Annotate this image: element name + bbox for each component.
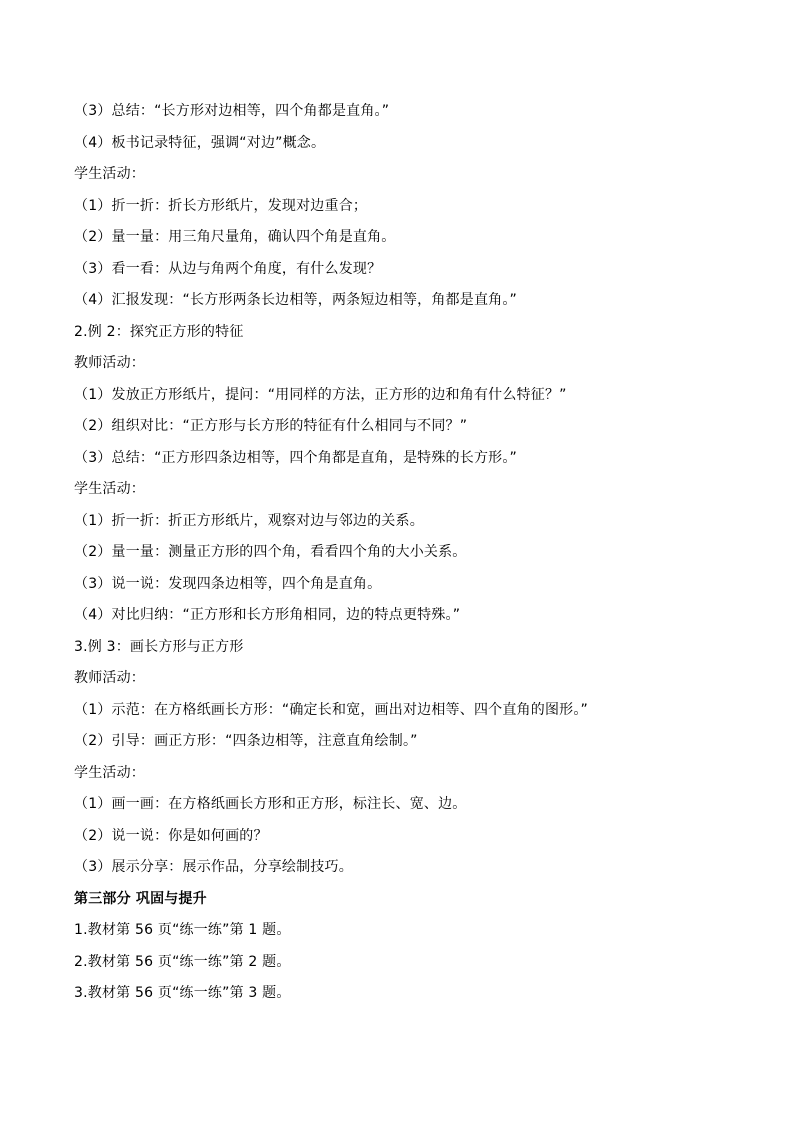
text-line: 学生活动： (74, 764, 145, 781)
text-line: （2）说一说：你是如何画的？ (74, 827, 268, 844)
text-line: 3.例 3：画长方形与正方形 (74, 638, 244, 655)
text-line: （3）展示分享：展示作品，分享绘制技巧。 (74, 859, 353, 875)
text-line: （4）汇报发现：“长方形两条长边相等，两条短边相等，角都是直角。” (74, 292, 518, 308)
text-line: 2.例 2：探究正方形的特征 (74, 323, 244, 340)
text-line: （3）总结：“长方形对边相等，四个角都是直角。” (74, 103, 390, 119)
text-line: （1）发放正方形纸片，提问：“用同样的方法，正方形的边和角有什么特征？” (74, 386, 567, 403)
text-line: （2）量一量：测量正方形的四个角，看看四个角的大小关系。 (74, 544, 467, 560)
text-line: 学生活动： (74, 481, 145, 497)
text-line: 教师活动： (74, 670, 145, 686)
text-line: 学生活动： (74, 166, 145, 182)
text-line: （3）总结：“正方形四条边相等，四个角都是直角，是特殊的长方形。” (74, 449, 518, 466)
text-line: （1）折一折：折正方形纸片，观察对边与邻边的关系。 (74, 512, 424, 529)
text-line: （1）画一画：在方格纸画长方形和正方形，标注长、宽、边。 (74, 796, 467, 812)
section-heading: 第三部分 巩固与提升 (74, 890, 207, 907)
document-body (74, 96, 734, 1010)
text-line: 3.教材第 56 页“练一练”第 3 题。 (74, 985, 291, 1001)
text-line: （3）说一说：发现四条边相等，四个角是直角。 (74, 575, 382, 592)
text-line: （1）折一折：折长方形纸片，发现对边重合； (74, 197, 368, 214)
text-line: （1）示范：在方格纸画长方形：“确定长和宽，画出对边相等、四个直角的图形。” (74, 701, 589, 718)
text-line: 教师活动： (74, 355, 145, 371)
text-line: 2.教材第 56 页“练一练”第 2 题。 (74, 953, 291, 970)
text-line: （2）引导：画正方形：“四条边相等，注意直角绘制。” (74, 733, 418, 749)
text-line: （4）对比归纳：“正方形和长方形角相同，边的特点更特殊。” (74, 607, 461, 623)
text-line: （4）板书记录特征，强调“对边”概念。 (74, 134, 326, 151)
text-line: 1.教材第 56 页“练一练”第 1 题。 (74, 922, 291, 938)
text-line: （3）看一看：从边与角两个角度，有什么发现？ (74, 260, 382, 277)
text-line: （2）组织对比：“正方形与长方形的特征有什么相同与不同？” (74, 418, 468, 434)
text-line: （2）量一量：用三角尺量角，确认四个角是直角。 (74, 229, 396, 245)
